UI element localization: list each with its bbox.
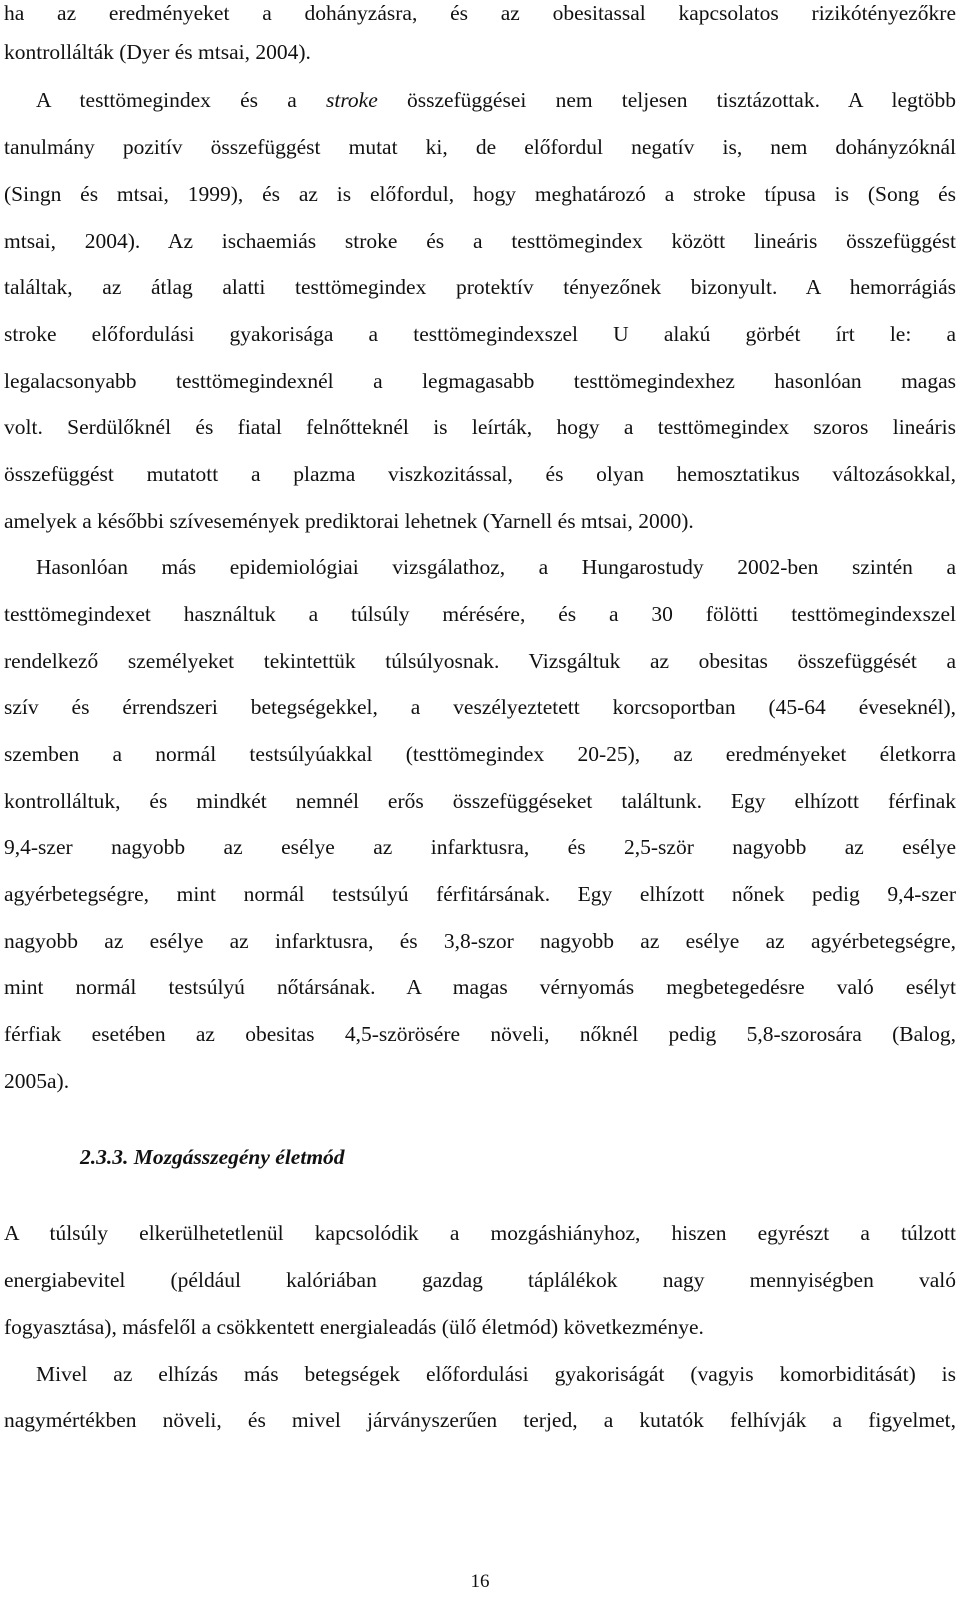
- text-line: mtsai, 2004). Az ischaemiás stroke és a testtömegindex között lineáris összefüggést: [4, 229, 956, 253]
- text-line: volt. Serdülőknél és fiatal felnőtteknél is leírták, hogy a testtömegindex szoros lineáris: [4, 415, 956, 439]
- text-segment: összefüggései nem teljesen tisztázottak. A legtöbb: [377, 88, 957, 112]
- text-line: stroke előfordulási gyakorisága a testtömegindexszel U alakú görbét írt le: a: [4, 322, 956, 346]
- text-line: szemben a normál testsúlyúakkal (testtömegindex 20-25), az eredményeket életkorra: [4, 742, 956, 766]
- text-line: találtak, az átlag alatti testtömegindex protektív tényezőnek bizonyult. A hemorrágiás: [4, 275, 956, 299]
- text-line: Mivel az elhízás más betegségek előfordulási gyakoriságát (vagyis komorbiditását) is: [36, 1362, 956, 1386]
- section-number: 2.3.3.: [80, 1145, 129, 1169]
- section-heading: [80, 1144, 345, 1170]
- text-line: mint normál testsúlyú nőtársának. A magas vérnyomás megbetegedésre való esélyt: [4, 975, 956, 999]
- text-line: férfiak esetében az obesitas 4,5-szörösére növeli, nőknél pedig 5,8-szorosára (Balog,: [4, 1022, 956, 1046]
- section-title: Mozgásszegény életmód: [133, 1145, 345, 1169]
- text-line: agyérbetegségre, mint normál testsúlyú férfitársának. Egy elhízott nőnek pedig 9,4-szer: [4, 882, 956, 906]
- text-line: nagymértékben növeli, és mivel járványszerűen terjed, a kutatók felhívják a figyelmet,: [4, 1408, 956, 1432]
- text-line: 2005a).: [4, 1069, 70, 1093]
- text-line: kontrollálták (Dyer és mtsai, 2004).: [4, 40, 311, 64]
- text-line: [36, 87, 956, 113]
- text-line: fogyasztása), másfelől a csökkentett energialeadás (ülő életmód) következménye.: [4, 1315, 704, 1339]
- text-line: testtömegindexet használtuk a túlsúly mérésére, és a 30 fölötti testtömegindexszel: [4, 602, 956, 626]
- text-line: amelyek a későbbi szívesemények prediktorai lehetnek (Yarnell és mtsai, 2000).: [4, 509, 694, 533]
- text-line: nagyobb az esélye az infarktusra, és 3,8-szor nagyobb az esélye az agyérbetegségre,: [4, 929, 956, 953]
- page-number: 16: [470, 1571, 490, 1592]
- text-line: tanulmány pozitív összefüggést mutat ki, de előfordul negatív is, nem dohányzóknál: [4, 135, 956, 159]
- text-line: kontrolláltuk, és mindkét nemnél erős összefüggéseket találtunk. Egy elhízott férfinak: [4, 789, 956, 813]
- text-line: energiabevitel (például kalóriában gazdag táplálékok nagy mennyiségben való: [4, 1268, 956, 1292]
- text-line: 9,4-szer nagyobb az esélye az infarktusra, és 2,5-ször nagyobb az esélye: [4, 835, 956, 859]
- text-line: (Singn és mtsai, 1999), és az is előfordul, hogy meghatározó a stroke típusa is (Song és: [4, 182, 956, 206]
- text-segment: A testtömegindex és a: [36, 88, 326, 112]
- text-line: A túlsúly elkerülhetetlenül kapcsolódik a mozgáshiányhoz, hiszen egyrészt a túlzott: [4, 1221, 956, 1245]
- text-line: Hasonlóan más epidemiológiai vizsgálathoz, a Hungarostudy 2002-ben szintén a: [36, 555, 956, 579]
- text-line: ha az eredményeket a dohányzásra, és az obesitassal kapcsolatos rizikótényezőkre: [4, 1, 956, 25]
- text-line: legalacsonyabb testtömegindexnél a legmagasabb testtömegindexhez hasonlóan magas: [4, 369, 956, 393]
- text-line: szív és érrendszeri betegségekkel, a veszélyeztetett korcsoportban (45-64 éveseknél),: [4, 695, 956, 719]
- text-line: rendelkező személyeket tekintettük túlsúlyosnak. Vizsgáltuk az obesitas összefüggését a: [4, 649, 956, 673]
- text-line: összefüggést mutatott a plazma viszkozitással, és olyan hemosztatikus változásokkal,: [4, 462, 956, 486]
- italic-term: stroke: [326, 88, 378, 112]
